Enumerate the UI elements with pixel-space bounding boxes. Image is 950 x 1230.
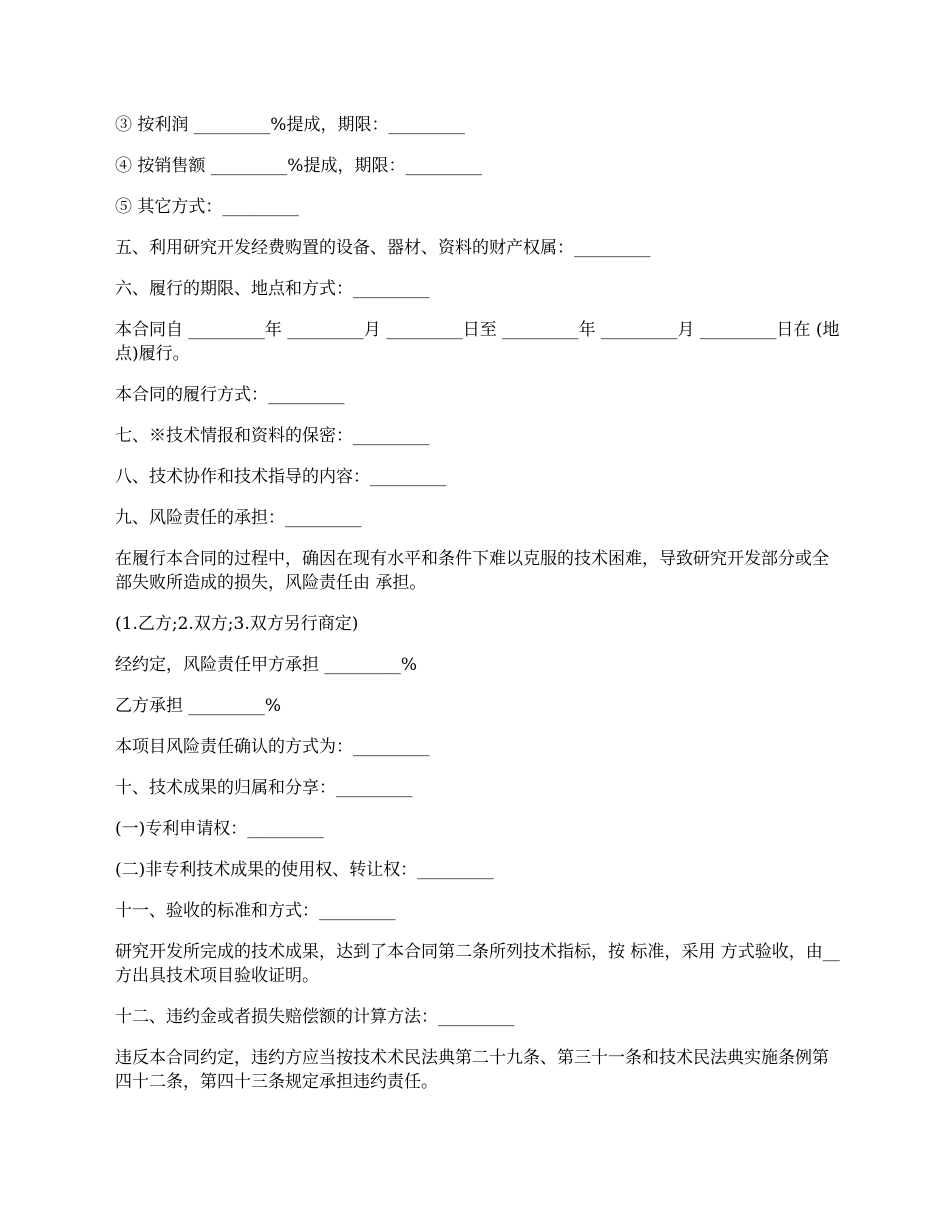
section-twelve-heading: 十二、违约金或者损失赔偿额的计算方法：_________ (115, 1007, 515, 1027)
section-eleven-heading: 十一、验收的标准和方式：_________ (115, 901, 396, 921)
patent-application-right: (一)专利申请权：_________ (115, 819, 324, 839)
non-patent-usage-right: (二)非专利技术成果的使用权、转让权：_________ (115, 860, 494, 880)
risk-description-text: 在履行本合同的过程中，确因在现有水平和条件下难以克服的技术困难，导致研究开发部分或全部失败所造成的损失，风险责任由 承担。 (115, 549, 829, 593)
contract-period-text: 本合同自 _________年 _________月 _________日至 _________年 _________月 _________日在 (地点)履行。 (115, 320, 840, 364)
party-b-risk-share: 乙方承担 _________% (115, 696, 282, 716)
section-six-heading: 六、履行的期限、地点和方式：_________ (115, 279, 430, 299)
clause-profit-commission: ③ 按利润 _________%提成，期限：_________ (115, 115, 465, 135)
breach-liability-text: 违反本合同约定，违约方应当按技术术民法典第二十九条、第三十一条和技术民法典实施条例第四十二条，第四十三条规定承担违约责任。 (115, 1048, 829, 1092)
clause-sales-commission: ④ 按销售额 _________%提成，期限：_________ (115, 156, 482, 176)
risk-options-text: (1.乙方;2.双方;3.双方另行商定) (115, 614, 359, 634)
acceptance-description-text: 研究开发所完成的技术成果，达到了本合同第二条所列技术指标，按 标准，采用 方式验收，由__方出具技术项目验收证明。 (115, 942, 840, 986)
section-seven-heading: 七、※技术情报和资料的保密：_________ (115, 426, 430, 446)
section-five-heading: 五、利用研究开发经费购置的设备、器材、资料的财产权属：_________ (115, 238, 651, 258)
clause-other-method: ⑤ 其它方式：_________ (115, 197, 299, 217)
section-ten-heading: 十、技术成果的归属和分享：_________ (115, 778, 413, 798)
party-a-risk-share: 经约定，风险责任甲方承担 _________% (115, 655, 418, 675)
document-body (115, 113, 840, 1111)
section-eight-heading: 八、技术协作和技术指导的内容：_________ (115, 467, 447, 487)
section-nine-heading: 九、风险责任的承担：_________ (115, 508, 362, 528)
risk-confirmation-method: 本项目风险责任确认的方式为：_________ (115, 737, 430, 757)
performance-method-text: 本合同的履行方式：_________ (115, 385, 345, 405)
